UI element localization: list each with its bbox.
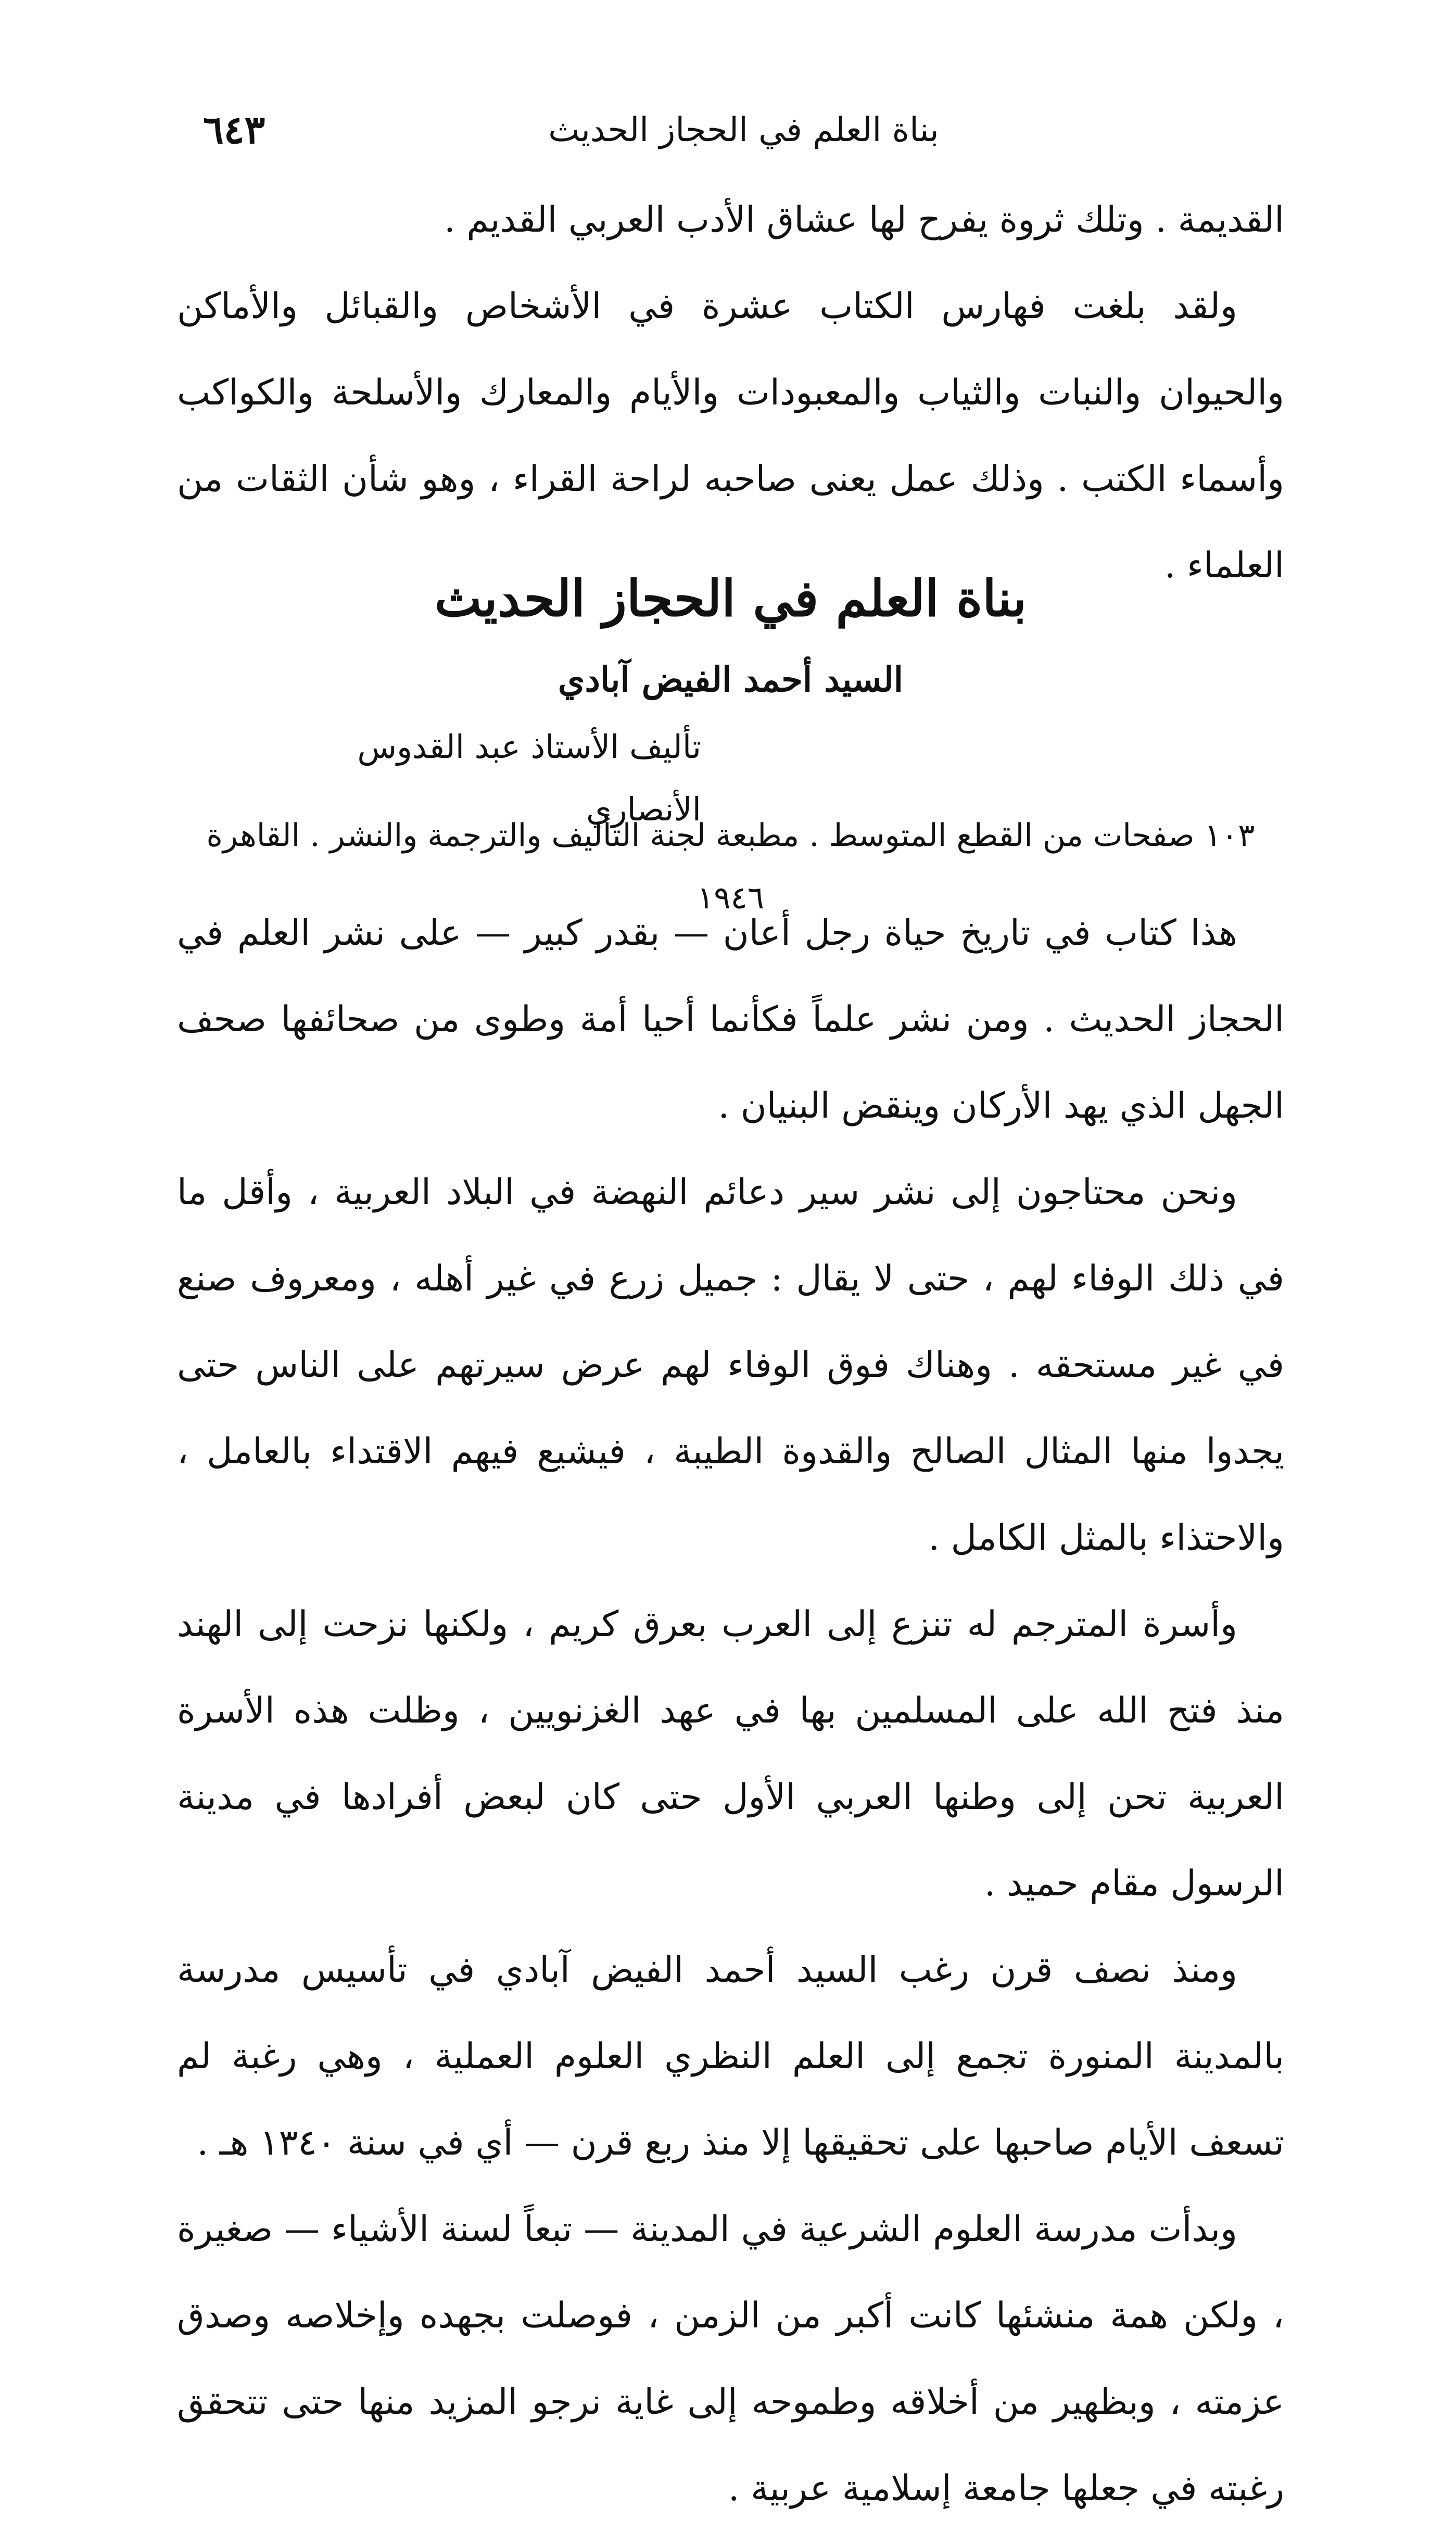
body-paragraph: هذا كتاب في تاريخ حياة رجل أعان — بقدر كبير — على نشر العلم في الحجاز الحديث . ومن نشر علماً فكأنما أحيا أمة وطوى من صحائفها صحف الجهل الذي يهد الأركان وينقض البنيان .	[177, 913, 1284, 1126]
body-paragraph: ونحن محتاجون إلى نشر سير دعائم النهضة في البلاد العربية ، وأقل ما في ذلك الوفاء لهم ، حتى لا يقال : جميل زرع في غير أهله ، ومعروف صنع في غير مستحقه . وهناك فوق الوفاء لهم عرض سيرتهم على الناس حتى يجدوا منها المثال الصالح والقدوة الطيبة ، فيشيع فيهم الاقتداء بالعامل ، والاحتذاء بالمثل الكامل .	[177, 1172, 1284, 1559]
page-header	[203, 102, 1284, 159]
body-paragraph: وأسرة المترجم له تنزع إلى العرب بعرق كريم ، ولكنها نزحت إلى الهند منذ فتح الله على المسلمين بها في عهد الغزنويين ، وظلت هذه الأسرة العربية تحن إلى وطنها العربي الأول حتى كان لبعض أفرادها في مدينة الرسول مقام حميد .	[177, 1604, 1284, 1904]
intro-paragraph: القديمة . وتلك ثروة يفرح لها عشاق الأدب العربي القديم .	[444, 199, 1284, 240]
review-title: بناة العلم في الحجاز الحديث	[434, 569, 1027, 628]
running-title: بناة العلم في الحجاز الحديث	[548, 111, 939, 149]
intro-paragraph: ولقد بلغت فهارس الكتاب عشرة في الأشخاص والقبائل والأماكن والحيوان والنبات والثياب والمعبودات والأيام والمعارك والأسلحة والكواكب وأسماء الكتب . وذلك عمل يعنى صاحبه لراحة القراء ، وهو شأن الثقات من العلماء .	[177, 286, 1284, 586]
publication-info: ١٠٣ صفحات من القطع المتوسط . مطبعة لجنة التأليف والترجمة والنشر . القاهرة ١٩٤٦	[206, 817, 1255, 916]
review-subject: السيد أحمد الفيض آبادي	[558, 659, 904, 700]
page-number: ٦٤٣	[203, 108, 265, 153]
body-paragraph: ومنذ نصف قرن رغب السيد أحمد الفيض آبادي في تأسيس مدرسة بالمدينة المنورة تجمع إلى العلم النظري العلوم العملية ، وهي رغبة لم تسعف الأيام صاحبها على تحقيقها إلا منذ ربع قرن — أي في سنة ١٣٤٠ هـ .	[177, 1949, 1284, 2163]
body-paragraph: وبدأت مدرسة العلوم الشرعية في المدينة — تبعاً لسنة الأشياء — صغيرة ، ولكن همة منشئها كانت أكبر من الزمن ، فوصلت بجهده وإخلاصه وصدق عزمته ، وبظهير من أخلاقه وطموحه إلى غاية نرجو المزيد منها حتى تتحقق رغبته في جعلها جامعة إسلامية عربية .	[177, 2209, 1284, 2509]
review-author: تأليف الأستاذ عبد القدوس الأنصاري	[357, 728, 701, 828]
review-body	[177, 890, 1284, 2532]
previous-review-ending	[177, 177, 1284, 609]
